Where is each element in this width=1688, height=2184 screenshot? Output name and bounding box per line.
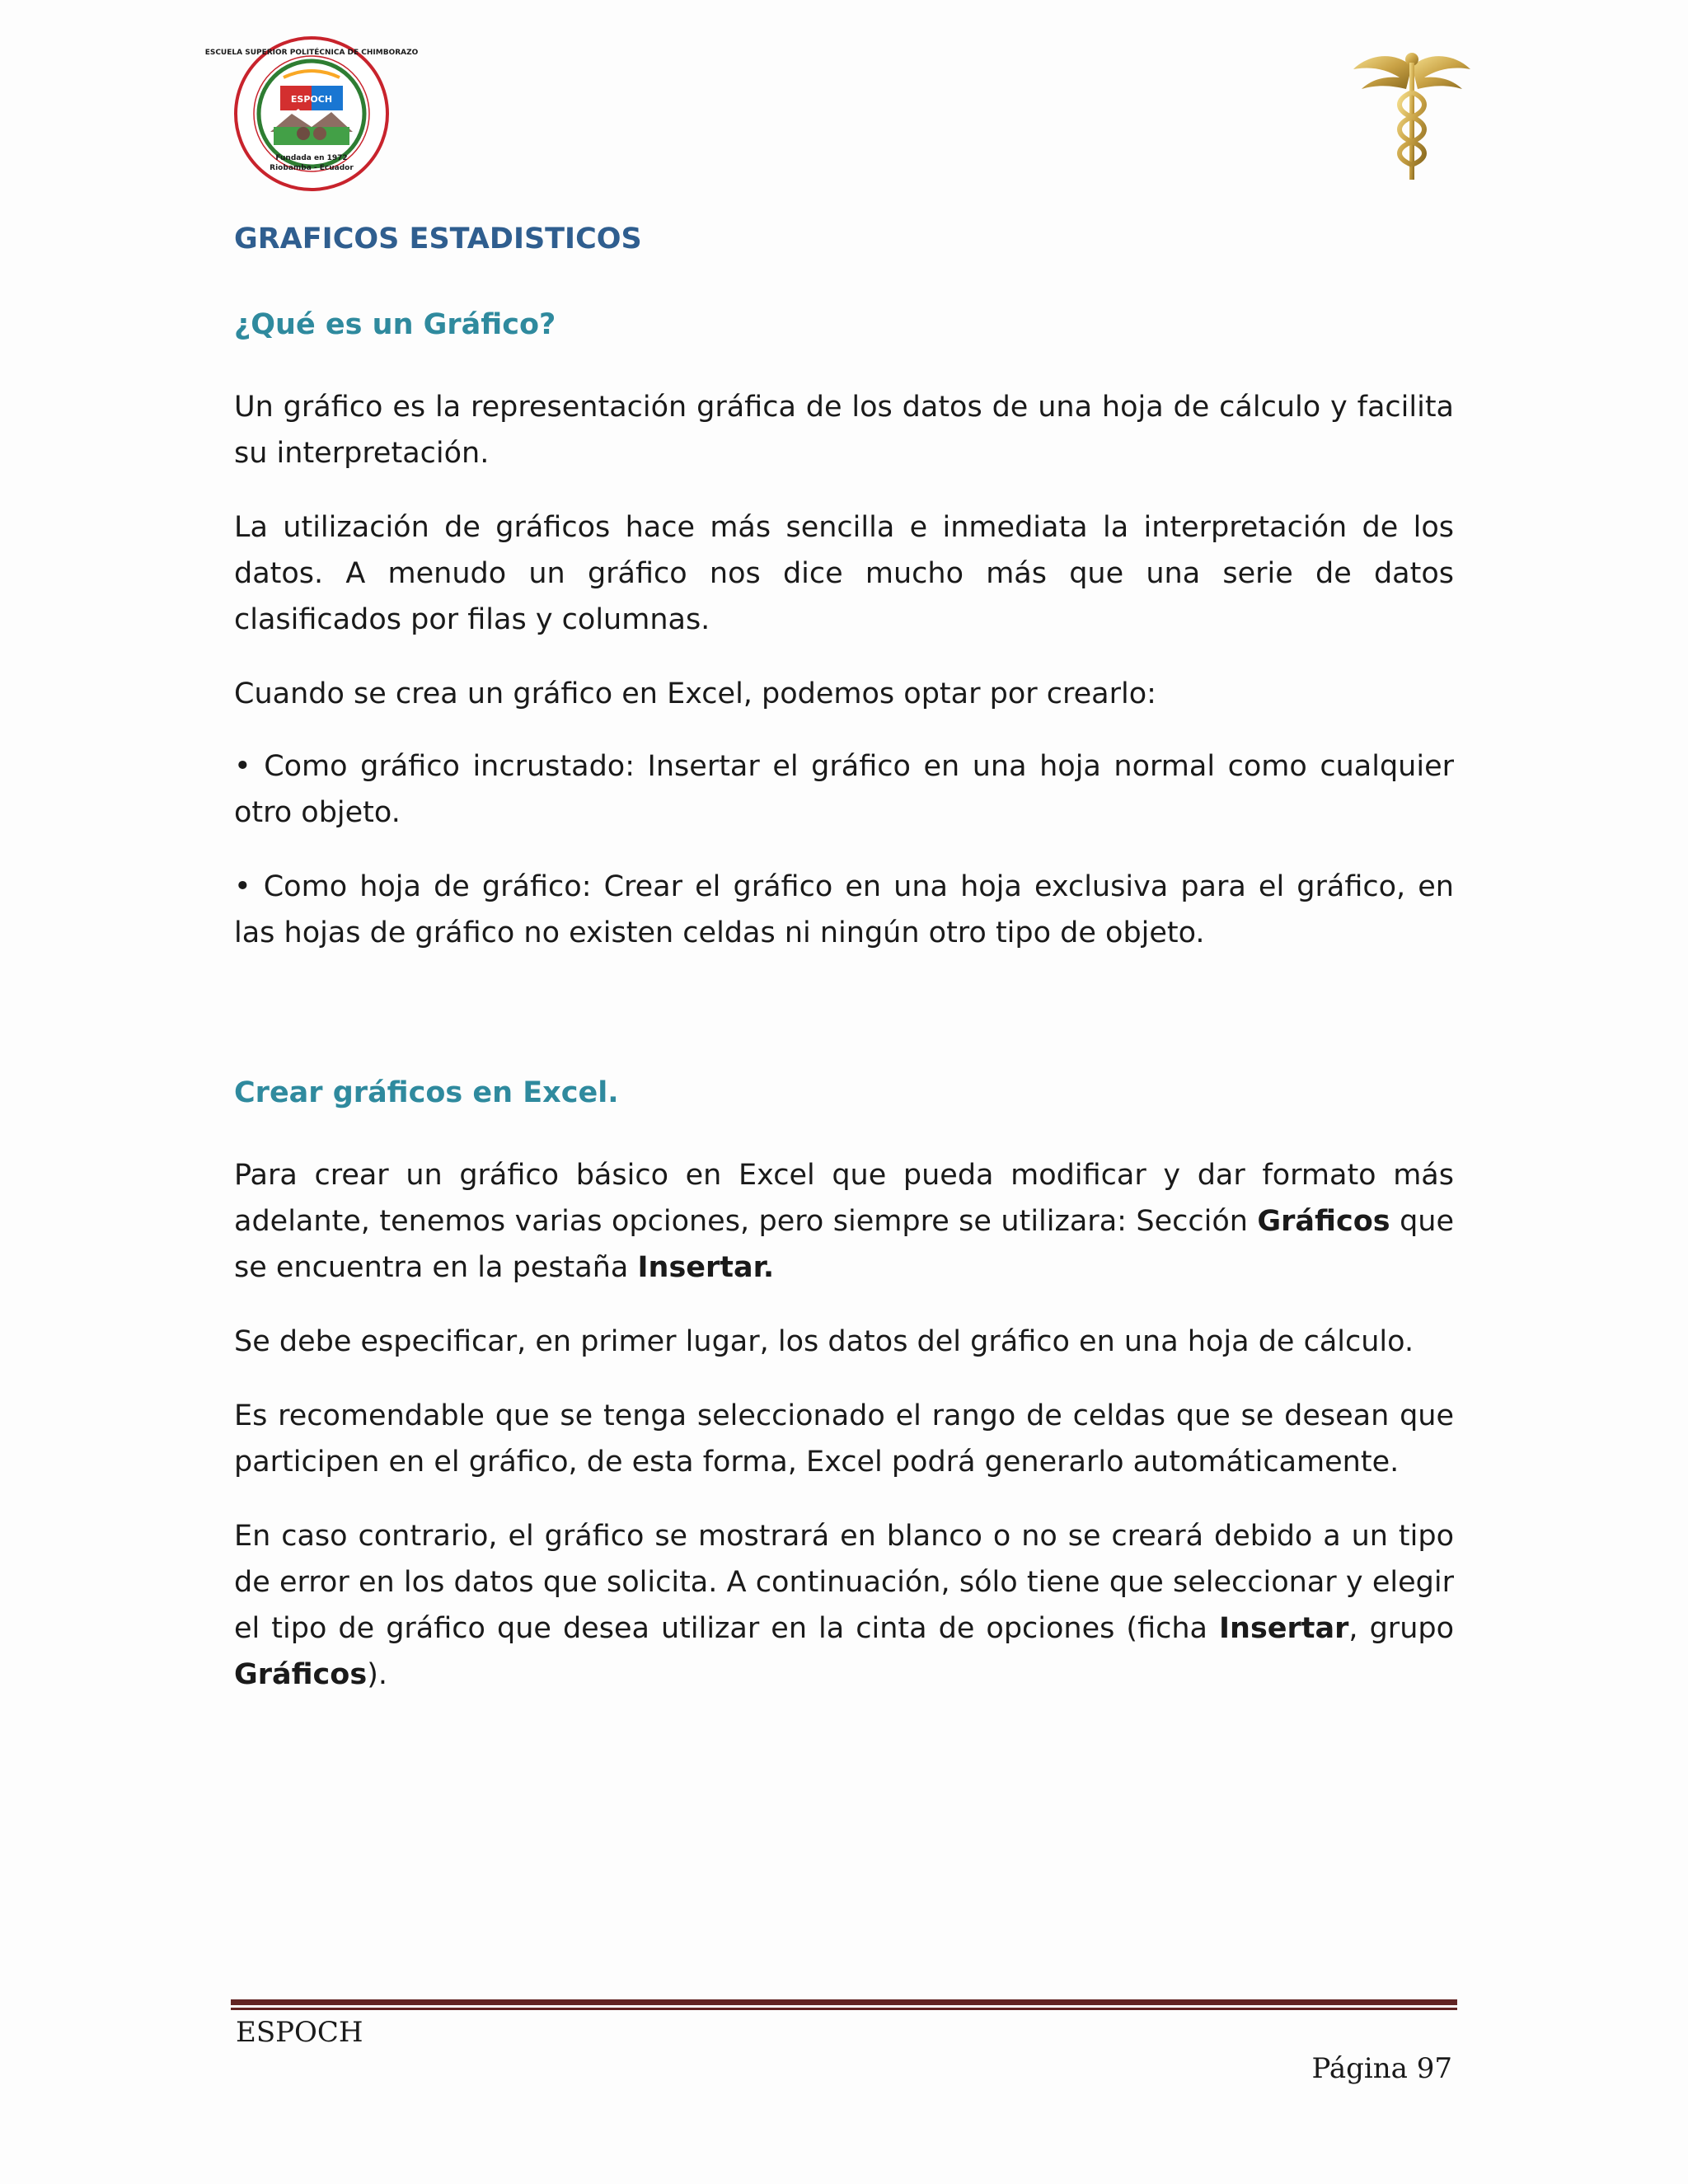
seal-city-text: Riobamba - Ecuador (270, 164, 354, 172)
footer-rule-thick (231, 1999, 1457, 2005)
bold-graficos-grupo: Gráficos (234, 1658, 368, 1691)
footer-institution: ESPOCH (236, 2016, 363, 2049)
text-run: , grupo (1348, 1612, 1455, 1645)
section-heading-crear-graficos: Crear gráficos en Excel. (234, 1076, 619, 1109)
caduceus-icon (1350, 41, 1474, 183)
footer-rule-thin (231, 2008, 1457, 2010)
bullet-hoja-grafico: • Como hoja de gráfico: Crear el gráfico en una hoja exclusiva para el gráfico, en las hojas de gráfico no existen celdas ni ningún otro tipo de objeto. (234, 870, 1454, 949)
seal-acronym-text: ESPOCH (290, 94, 333, 105)
bold-insertar-ficha: Insertar (1219, 1612, 1349, 1645)
bold-insertar: Insertar. (637, 1251, 775, 1284)
paragraph-caso-contrario (234, 1513, 1454, 1698)
text-run: que se encuentra en la pestaña (234, 1205, 1455, 1284)
bullet-grafico-incrustado: • Como gráfico incrustado: Insertar el gráfico en una hoja normal como cualquier otro objeto. (234, 750, 1454, 829)
seal-founded-text: Fundada en 1972 (275, 154, 348, 162)
paragraph-recomendable: Es recomendable que se tenga seleccionado el rango de celdas que se desean que participen en el gráfico, de esta forma, Excel podrá generarlo automáticamente. (234, 1399, 1454, 1479)
paragraph-definition: Un gráfico es la representación gráfica de los datos de una hoja de cálculo y facilita su interpretación. (234, 391, 1454, 470)
section-heading-que-es: ¿Qué es un Gráfico? (234, 308, 556, 341)
paragraph-crear-opciones: Cuando se crea un gráfico en Excel, podemos optar por crearlo: (234, 677, 1156, 710)
page-number: Página 97 (1311, 2052, 1452, 2085)
page-title: GRAFICOS ESTADISTICOS (234, 223, 642, 255)
bold-graficos: Gráficos (1257, 1205, 1390, 1238)
paragraph-especificar-datos: Se debe especificar, en primer lugar, los datos del gráfico en una hoja de cálculo. (234, 1325, 1414, 1358)
text-run: Para crear un gráfico básico en Excel que pueda modificar y dar formato más adelante, tenemos varias opciones, pero siempre se utilizara: Sección (234, 1159, 1454, 1238)
paragraph-utilizacion: La utilización de gráficos hace más sencilla e inmediata la interpretación de los datos. A menudo un gráfico nos dice mucho más que una serie de datos clasificados por filas y columnas. (234, 511, 1454, 636)
paragraph-crear-basico (234, 1152, 1454, 1291)
seal-text-top: ESCUELA SUPERIOR POLITÉCNICA DE CHIMBORAZO (204, 49, 419, 57)
text-run: En caso contrario, el gráfico se mostrará en blanco o no se creará debido a un tipo de error en los datos que solicita. A continuación, sólo tiene que seleccionar y elegir el tipo de gráfico que desea utilizar en la cinta de opciones (ficha (234, 1520, 1454, 1645)
espoch-seal-logo (204, 36, 419, 191)
text-run: ). (367, 1658, 387, 1691)
